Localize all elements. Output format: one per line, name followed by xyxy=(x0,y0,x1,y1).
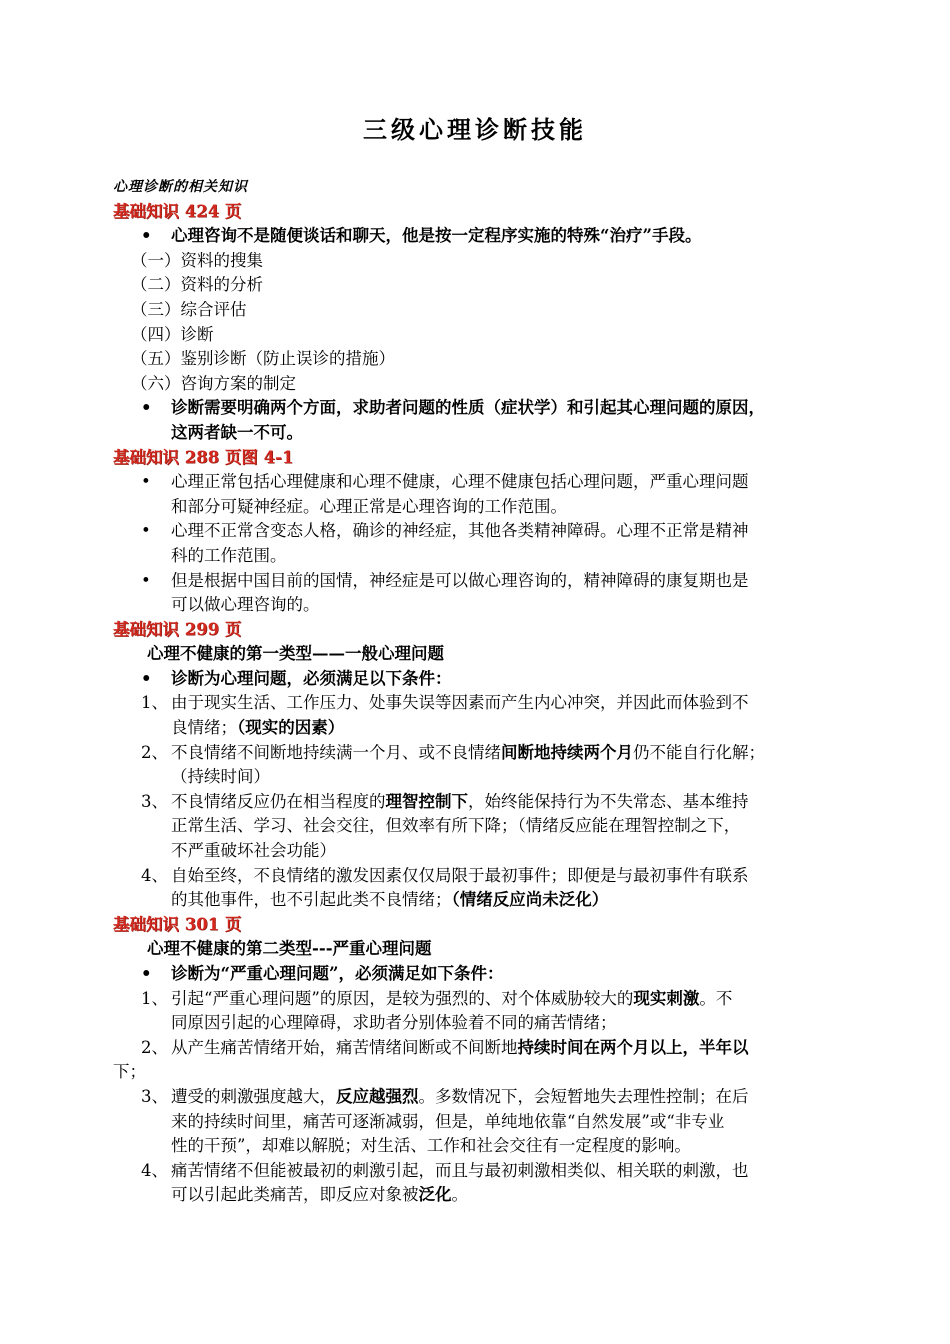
item-emphasis: （现实的因素） xyxy=(237,718,345,738)
bullet-item xyxy=(113,470,843,519)
numbered-item xyxy=(113,864,843,913)
step-item: （四）诊断 xyxy=(131,324,214,344)
type-title: 心理不健康的第二类型---严重心理问题 xyxy=(147,939,432,959)
bullet-text: 心理不正常含变态人格，确诊的神经症，其他各类精神障碍。心理不正常是精神 xyxy=(171,521,749,541)
numbered-item xyxy=(113,1036,843,1085)
bullet-text: 这两者缺一不可。 xyxy=(171,422,303,442)
item-text: 。不 xyxy=(699,988,733,1008)
bullet-icon: • xyxy=(141,398,152,418)
item-emphasis: 持续时间在两个月以上，半年以 xyxy=(517,1037,749,1057)
item-text: 不良情绪不间断地持续满一个月、或不良情绪 xyxy=(171,742,501,762)
numbered-item xyxy=(113,1085,843,1159)
bullet-icon: • xyxy=(141,521,151,541)
item-text: 自始至终，不良情绪的激发因素仅仅局限于最初事件；即便是与最初事件有联系 xyxy=(171,865,749,885)
bullet-icon: • xyxy=(141,964,152,983)
bullet-item xyxy=(113,569,843,618)
bullet-item xyxy=(113,396,843,445)
item-text: 来的持续时间里，痛苦可逐渐减弱，但是，单纯地依靠“自然发展”或“非专业 xyxy=(171,1111,725,1131)
item-text: 可以引起此类痛苦，即反应对象被 xyxy=(171,1185,419,1205)
item-emphasis: 反应越强烈 xyxy=(336,1086,419,1106)
bullet-text: 心理正常包括心理健康和心理不健康，心理不健康包括心理问题，严重心理问题 xyxy=(171,472,749,492)
item-text: 不严重破坏社会功能） xyxy=(171,841,336,861)
item-text: 良情绪； xyxy=(171,718,237,738)
numbered-item xyxy=(113,1159,843,1208)
item-number: 3、 xyxy=(141,1086,168,1106)
numbered-item xyxy=(113,790,843,864)
bullet-icon: • xyxy=(141,226,152,246)
item-text: 仍不能自行化解； xyxy=(633,742,765,762)
step-item: （三）综合评估 xyxy=(131,299,247,319)
item-text: 的其他事件，也不引起此类不良情绪； xyxy=(171,890,452,910)
bullet-text: 诊断为心理问题，必须满足以下条件： xyxy=(171,668,452,688)
item-emphasis: 现实刺激 xyxy=(633,988,700,1008)
item-text: 。多数情况下，会短暂地失去理性控制；在后 xyxy=(418,1086,749,1106)
bullet-text: 诊断为“严重心理问题”，必须满足如下条件： xyxy=(171,964,504,983)
document-body xyxy=(113,175,843,1208)
item-text: 同原因引起的心理障碍，求助者分别体验着不同的痛苦情绪； xyxy=(171,1013,617,1033)
section-subtitle: 心理诊断的相关知识 xyxy=(113,179,248,195)
bullet-text: 和部分可疑神经症。心理正常是心理咨询的工作范围。 xyxy=(171,496,567,516)
section-heading: 基础知识 288 页图 4-1 xyxy=(113,447,294,467)
step-item: （一）资料的搜集 xyxy=(131,250,263,270)
item-number: 1、 xyxy=(141,693,168,713)
item-emphasis: 泛化 xyxy=(418,1185,452,1205)
bullet-text: 但是根据中国目前的国情，神经症是可以做心理咨询的，精神障碍的康复期也是 xyxy=(171,570,749,590)
step-item: （五）鉴别诊断（防止误诊的措施） xyxy=(131,349,395,369)
item-emphasis: 间断地持续两个月 xyxy=(501,742,633,762)
section-heading: 基础知识 424 页 xyxy=(113,201,242,221)
bullet-icon: • xyxy=(141,472,151,492)
item-text: 性的干预”，却难以解脱；对生活、工作和社会交往有一定程度的影响。 xyxy=(171,1136,691,1156)
item-number: 4、 xyxy=(141,865,168,885)
item-text: 正常生活、学习、社会交往，但效率有所下降；（情绪反应能在理智控制之下， xyxy=(171,816,741,836)
numbered-item xyxy=(113,741,843,790)
page-title: 三级心理诊断技能 xyxy=(363,115,587,144)
item-number: 1、 xyxy=(141,988,168,1008)
bullet-item xyxy=(113,962,843,987)
item-text: 由于现实生活、工作压力、处事失误等因素而产生内心冲突，并因此而体验到不 xyxy=(171,693,749,713)
bullet-text: 诊断需要明确两个方面，求助者问题的性质（症状学）和引起其心理问题的原因， xyxy=(171,398,765,418)
item-text: 下； xyxy=(113,1062,146,1082)
item-text: 从产生痛苦情绪开始，痛苦情绪间断或不间断地 xyxy=(171,1037,518,1057)
item-number: 4、 xyxy=(141,1160,168,1180)
bullet-item xyxy=(113,667,843,692)
item-text: 引起“严重心理问题”的原因，是较为强烈的、对个体威胁较大的 xyxy=(171,988,634,1008)
bullet-text: 可以做心理咨询的。 xyxy=(171,595,320,615)
item-number: 2、 xyxy=(141,1037,168,1057)
bullet-item xyxy=(113,519,843,568)
step-item: （六）咨询方案的制定 xyxy=(131,373,296,393)
item-text: 不良情绪反应仍在相当程度的 xyxy=(171,791,386,811)
bullet-text: 心理咨询不是随便谈话和聊天，他是按一定程序实施的特殊“治疗”手段。 xyxy=(171,226,702,246)
item-number: 3、 xyxy=(141,791,168,811)
item-emphasis: （情绪反应尚未泛化） xyxy=(451,890,609,910)
item-emphasis: 理智控制下 xyxy=(385,791,468,811)
step-item: （二）资料的分析 xyxy=(131,275,263,295)
item-text: ，始终能保持行为不失常态、基本维持 xyxy=(468,791,749,811)
item-number: 2、 xyxy=(141,742,168,762)
bullet-icon: • xyxy=(141,668,152,688)
numbered-item xyxy=(113,987,843,1036)
item-text: 痛苦情绪不但能被最初的刺激引起，而且与最初刺激相类似、相关联的刺激，也 xyxy=(171,1160,749,1180)
section-heading: 基础知识 299 页 xyxy=(113,619,242,639)
type-title: 心理不健康的第一类型——一般心理问题 xyxy=(147,644,444,664)
item-text: 。 xyxy=(451,1185,468,1205)
item-text: 遭受的刺激强度越大， xyxy=(171,1086,336,1106)
bullet-item xyxy=(113,224,843,249)
numbered-item xyxy=(113,691,843,740)
item-text: （持续时间） xyxy=(171,767,270,787)
section-heading: 基础知识 301 页 xyxy=(113,914,242,934)
bullet-icon: • xyxy=(141,570,151,590)
bullet-text: 科的工作范围。 xyxy=(171,545,287,565)
